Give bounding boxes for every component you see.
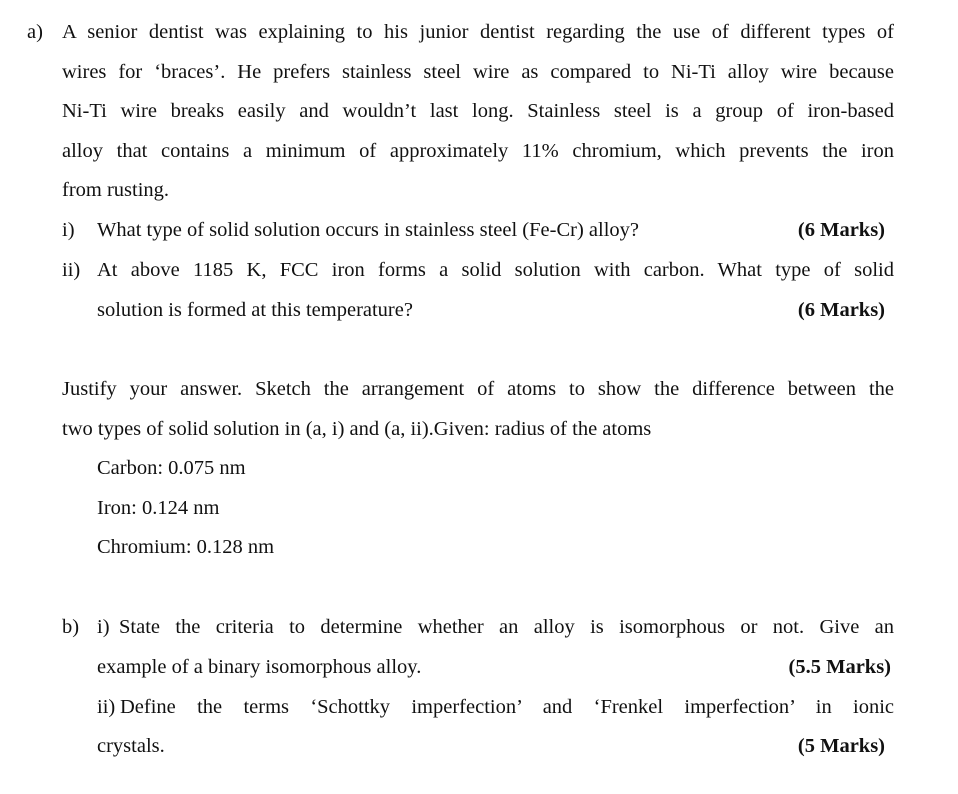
question-a-ii-marks: (6 Marks) (797, 299, 885, 321)
part-b-label: b) (62, 616, 80, 638)
part-a-line-1: A senior dentist was explaining to his junior dentist regarding the use of different types of (62, 21, 894, 43)
question-a-ii-label: ii) (62, 259, 81, 281)
question-b-ii-line-1: Define the terms ‘Schottky imperfection’ and ‘Frenkel imperfection’ in ionic (120, 696, 894, 718)
radius-carbon: Carbon: 0.075 nm (97, 457, 246, 479)
question-b-i-marks: (5.5 Marks) (788, 656, 891, 678)
justify-line-2: two types of solid solution in (a, i) and (a, ii).Given: radius of the atoms (62, 418, 652, 440)
question-b-ii-marks: (5 Marks) (797, 735, 885, 757)
radius-chromium: Chromium: 0.128 nm (97, 536, 275, 558)
question-a-i-label: i) (62, 219, 75, 241)
part-a-line-5: from rusting. (62, 179, 170, 201)
question-b-ii-label: ii) (97, 696, 116, 718)
question-b-i-label: i) (97, 616, 110, 638)
question-a-ii-line-1: At above 1185 K, FCC iron forms a solid solution with carbon. What type of solid (97, 259, 894, 281)
question-b-i-line-2: example of a binary isomorphous alloy. (97, 656, 422, 678)
question-b-i-line-1: State the criteria to determine whether an alloy is isomorphous or not. Give an (119, 616, 894, 638)
part-a-line-4: alloy that contains a minimum of approximately 11% chromium, which prevents the iron (62, 140, 894, 162)
part-a-line-3: Ni-Ti wire breaks easily and wouldn’t last long. Stainless steel is a group of iron-based (62, 100, 894, 122)
question-b-ii-line-2: crystals. (97, 735, 165, 757)
question-a-i-text: What type of solid solution occurs in stainless steel (Fe-Cr) alloy? (97, 219, 639, 241)
question-a-i-marks: (6 Marks) (797, 219, 885, 241)
radius-iron: Iron: 0.124 nm (97, 497, 220, 519)
part-a-label: a) (27, 21, 43, 43)
justify-line-1: Justify your answer. Sketch the arrangement of atoms to show the difference between the (62, 378, 894, 400)
question-a-ii-line-2: solution is formed at this temperature? (97, 299, 413, 321)
part-a-line-2: wires for ‘braces’. He prefers stainless steel wire as compared to Ni-Ti alloy wire because (62, 61, 894, 83)
